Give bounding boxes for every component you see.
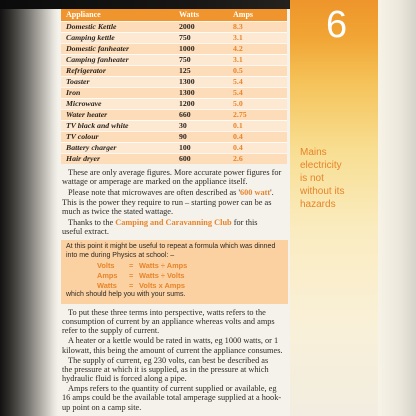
chapter-number: 6 — [326, 4, 348, 46]
highlighted-text: 600 watt — [239, 188, 271, 198]
text-segment: Please note that microwaves are often described as ' — [68, 188, 240, 198]
cell-watts: 90 — [179, 132, 187, 141]
cell-appliance: Toaster — [66, 77, 90, 86]
cell-appliance: Camping fanheater — [66, 55, 129, 64]
cell-amps: 2.75 — [233, 110, 247, 119]
cell-appliance: Domestic fanheater — [66, 44, 130, 53]
cell-watts: 100 — [179, 143, 191, 152]
cell-amps: 5.4 — [233, 77, 243, 86]
formula-amps — [66, 271, 283, 281]
paragraph — [62, 218, 288, 237]
cell-amps: 0.1 — [233, 121, 243, 130]
table-row — [61, 43, 287, 54]
paragraph — [62, 168, 288, 187]
table-body — [61, 21, 287, 164]
cell-watts: 1300 — [179, 88, 195, 97]
cell-watts: 2000 — [179, 22, 195, 31]
cell-watts: 660 — [179, 110, 191, 119]
formula-intro-line: into me during Physics at school: – — [66, 251, 175, 259]
text-line: These are only average figures. More accurate power figures for — [68, 168, 282, 177]
formula-watts — [66, 281, 283, 291]
table-row — [61, 153, 287, 164]
cell-amps: 0.4 — [233, 132, 243, 141]
cell-watts: 1000 — [179, 44, 195, 53]
formula-lhs: Volts — [97, 260, 115, 270]
text-line: refer to the supply of current. — [62, 326, 160, 336]
book-gutter-shadow — [0, 0, 58, 416]
cell-amps: 0.4 — [233, 143, 243, 152]
header-amps: Amps — [233, 10, 254, 19]
formula-lhs: Watts — [97, 280, 117, 290]
formula-equals: = — [129, 280, 134, 290]
table-row — [61, 131, 287, 142]
table-row — [61, 109, 287, 120]
text-line: up point on a camp site. — [62, 402, 142, 412]
header-appliance: Appliance — [66, 10, 101, 19]
text-segment: Thanks to the — [68, 218, 116, 228]
formula-rhs: Watts ÷ Amps — [139, 260, 188, 270]
formula-box — [61, 240, 288, 304]
formula-lhs: Amps — [97, 270, 118, 280]
text-line: consumption of current by an appliance whereas volts and amps — [62, 317, 275, 327]
formula-volts — [66, 261, 283, 271]
cell-amps: 3.1 — [233, 55, 243, 64]
table-row — [61, 120, 287, 131]
text-line: the pressure at which it is supplied, as in the pressure at which — [62, 364, 269, 374]
table-row — [61, 32, 287, 43]
cell-appliance: Water heater — [66, 110, 108, 119]
cell-appliance: Refrigerator — [66, 66, 106, 75]
text-line: hydraulic fluid is forced along a pipe. — [62, 374, 187, 384]
table-row — [61, 87, 287, 98]
margin-note-line: electricity — [300, 160, 342, 171]
formula-equals: = — [129, 270, 134, 280]
table-row — [61, 54, 287, 65]
formula-rhs: Volts x Amps — [139, 280, 185, 290]
cell-amps: 5.0 — [233, 99, 243, 108]
cell-amps: 5.4 — [233, 88, 243, 97]
intro-text — [62, 168, 288, 237]
formula-equals: = — [129, 260, 134, 270]
text-line: kilowatt, this being the amount of current the appliance consumes. — [62, 345, 283, 355]
cell-amps: 8.3 — [233, 22, 243, 31]
table-header-row — [61, 9, 287, 21]
cell-watts: 750 — [179, 33, 191, 42]
paragraph — [62, 384, 288, 411]
text-line: wattage or amperage are marked on the appliance itself. — [62, 177, 248, 187]
cell-watts: 750 — [179, 55, 191, 64]
table-row — [61, 76, 287, 87]
page-edge-shadow — [378, 0, 416, 416]
margin-note-line: is not — [300, 173, 324, 184]
text-line: much as twice the stated wattage. — [62, 207, 174, 217]
paragraph — [62, 356, 288, 383]
text-segment: for this — [231, 218, 258, 228]
text-line — [62, 188, 288, 197]
cell-appliance: TV colour — [66, 132, 99, 141]
text-line: A heater or a kettle would be rated in watts, eg 1000 watts, or 1 — [68, 336, 279, 346]
cell-amps: 0.5 — [233, 66, 243, 75]
cell-watts: 600 — [179, 154, 191, 163]
margin-note-line: without its — [300, 186, 345, 197]
cell-watts: 1300 — [179, 77, 195, 86]
table-row — [61, 98, 287, 109]
formula-closing-line: which should help you with your sums. — [66, 291, 186, 299]
formula-rhs: Watts ÷ Volts — [139, 270, 185, 280]
body-text — [62, 308, 288, 412]
table-row — [61, 65, 287, 76]
cell-appliance: TV black and white — [66, 121, 129, 130]
cell-amps: 4.2 — [233, 44, 243, 53]
cell-appliance: Domestic Kettle — [66, 22, 117, 31]
text-segment: '. — [270, 188, 274, 198]
header-watts: Watts — [179, 10, 199, 19]
text-line: This is the power they require to run – starting power can be as — [62, 197, 272, 207]
text-line — [62, 218, 288, 227]
cell-appliance: Battery charger — [66, 143, 117, 152]
text-line: useful extract. — [62, 227, 109, 237]
cell-watts: 1200 — [179, 99, 195, 108]
cell-watts: 30 — [179, 121, 187, 130]
cell-amps: 3.1 — [233, 33, 243, 42]
table-row — [61, 142, 287, 153]
cell-appliance: Microwave — [66, 99, 102, 108]
cell-amps: 2.6 — [233, 154, 243, 163]
paragraph — [62, 188, 288, 216]
margin-note-line: hazards — [300, 199, 336, 210]
cell-appliance: Iron — [66, 88, 81, 97]
table-row — [61, 21, 287, 32]
cell-appliance: Hair dryer — [66, 154, 101, 163]
margin-note — [300, 146, 344, 211]
cell-watts: 125 — [179, 66, 191, 75]
text-line: To put these three terms into perspective, watts refers to the — [68, 308, 266, 317]
text-line: 16 amps could be the available total amperage supplied at a hook- — [62, 393, 282, 403]
text-line: The supply of current, eg 230 volts, can best be described as — [68, 355, 269, 365]
margin-note-line: Mains — [300, 147, 327, 158]
paragraph — [62, 308, 288, 335]
appliance-power-table — [61, 9, 287, 164]
formula-intro-line: At this point it might be useful to repeat a formula which was dinned — [66, 243, 276, 250]
text-line: Amps refers to the quantity of current supplied or available, eg — [68, 384, 277, 394]
highlighted-text: Camping and Caravanning Club — [115, 218, 232, 228]
scan-top-edge — [0, 0, 292, 9]
paragraph — [62, 336, 288, 354]
cell-appliance: Camping kettle — [66, 33, 115, 42]
